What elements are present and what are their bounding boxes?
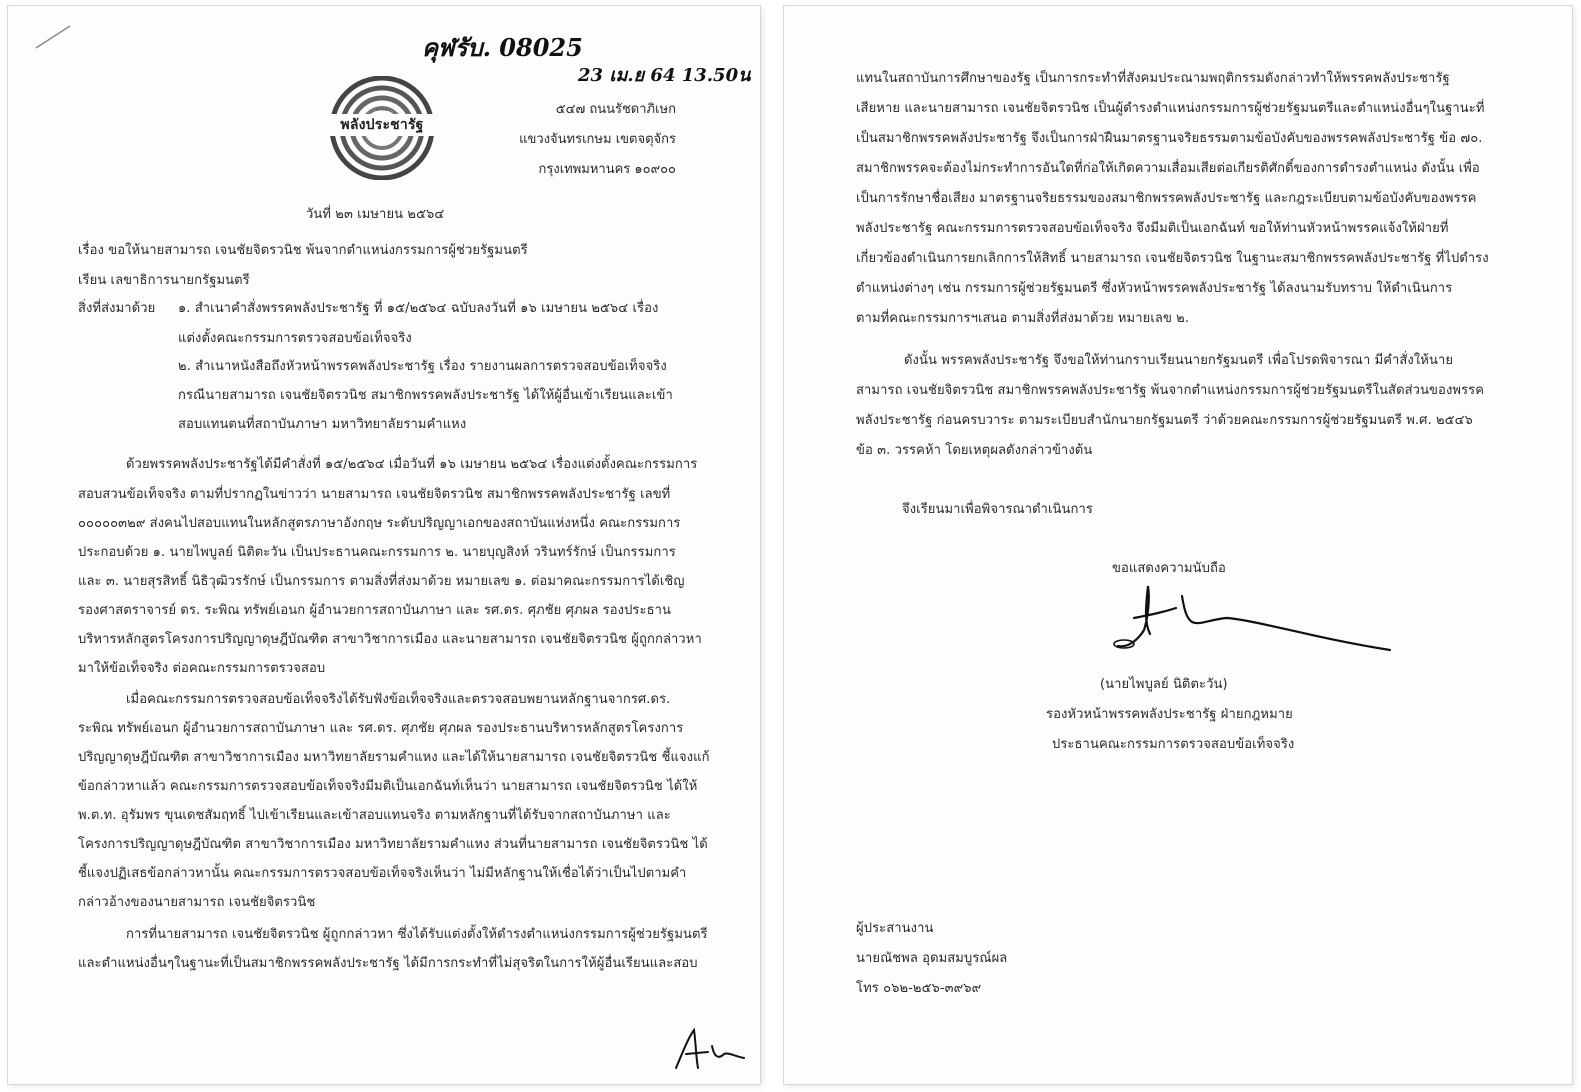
paragraph-line: กล่าวอ้างของนายสามารถ เจนชัยจิตรวนิช (78, 895, 316, 910)
paragraph-line: เป็นสมาชิกพรรคพลังประชารัฐ จึงเป็นการฝ่าฝืนมาตรฐานจริยธรรมตามข้อบังคับของพรรคพลังประชารัฐ ข้อ ๗๐. (856, 131, 1483, 146)
paragraph-line: ด้วยพรรคพลังประชารัฐได้มีคำสั่งที่ ๑๕/๒๕๖๔ เมื่อวันที่ ๑๖ เมษายน ๒๕๖๔ เรื่องแต่งตั้งคณะกรรมการ (126, 457, 698, 472)
paragraph-line: บริหารหลักสูตรโครงการปริญญาดุษฎีบัณฑิต สาขาวิชาการเมือง และนายสามารถ เจนชัยจิตรวนิช ผู้ถูกกล่าวหา (78, 632, 702, 647)
paragraph-line: ระพิณ ทรัพย์เอนก ผู้อำนวยการสถาบันภาษา และ รศ.ดร. ศุภชัย ศุภผล รองประธานบริหารหลักสูตรโครงการ (78, 721, 684, 736)
letter-recipient: เรียน เลขาธิการนายกรัฐมนตรี (78, 273, 250, 288)
paragraph-line: พลังประชารัฐ คณะกรรมการตรวจสอบข้อเท็จจริง จึงมีมติเป็นเอกฉันท์ ขอให้ท่านหัวหน้าพรรคแจ้งให้ฝ่ายที่ (856, 221, 1449, 236)
received-timestamp: 23 เม.ย 64 13.50น (578, 65, 751, 86)
paragraph-line: พ.ต.ท. อุรัมพร ขุนเดชสัมฤทธิ์ ไปเข้าเรียนและเข้าสอบแทนจริง ตามหลักฐานที่ได้รับจากสถาบันภาษา และ (78, 808, 671, 823)
coordinator-label: ผู้ประสานงาน (856, 921, 934, 936)
paragraph-line: สอบสวนข้อเท็จจริง ตามที่ปรากฏในข่าวว่า นายสามารถ เจนชัยจิตรวนิช สมาชิกพรรคพลังประชารัฐ เลขที่ (78, 487, 671, 502)
paragraph-line: ข้อ ๓. วรรคห้า โดยเหตุผลดังกล่าวข้างต้น (856, 443, 1093, 458)
paragraph-line: เสียหาย และนายสามารถ เจนชัยจิตรวนิช เป็นผู้ดำรงตำแหน่งกรรมการผู้ช่วยรัฐมนตรีและตำแหน่งอื่นๆในฐานะที่ (856, 101, 1485, 116)
address-line-1: ๕๔๗ ถนนรัชดาภิเษก (555, 102, 676, 117)
paragraph-line: พลังประชารัฐ ก่อนครบวาระ ตามระเบียบสำนักนายกรัฐมนตรี ว่าด้วยคณะกรรมการผู้ช่วยรัฐมนตรี พ.ศ. ๒๕๔๖ (856, 413, 1473, 428)
enclosure-line: กรณีนายสามารถ เจนชัยจิตรวนิช สมาชิกพรรคพลังประชารัฐ ได้ให้ผู้อื่นเข้าเรียนและเข้า (178, 388, 673, 403)
logo-name: พลังประชารัฐ (330, 114, 434, 136)
enclosure-line: ๑. สำเนาคำสั่งพรรคพลังประชารัฐ ที่ ๑๕/๒๕๖๔ ฉบับลงวันที่ ๑๖ เมษายน ๒๕๖๔ เรื่อง (178, 301, 659, 316)
paragraph-line: และ ๓. นายสุรสิทธิ์ นิธิวุฒิวรรักษ์ เป็นกรรมการ ตามสิ่งที่ส่งมาด้วย หมายเลข ๑. ต่อมาคณะกรรมการได้เชิญ (78, 574, 685, 589)
handwritten-signature-icon (1104, 578, 1394, 658)
party-logo (330, 76, 434, 180)
paragraph-line: โครงการปริญญาดุษฎีบัณฑิต สาขาวิชาการเมือง มหาวิทยาลัยรามคำแหง ส่วนที่นายสามารถ เจนชัยจิตรวนิช ได้ (78, 837, 708, 852)
paragraph-line: ชี้แจงปฏิเสธข้อกล่าวหานั้น คณะกรรมการตรวจสอบข้อเท็จจริงเห็นว่า ไม่มีหลักฐานให้เชื่อได้ว่าเป็นไปตามคำ (78, 866, 687, 881)
logo-small-text: พรรค (375, 107, 388, 113)
enclosure-line: สอบแทนตนที่สถาบันภาษา มหาวิทยาลัยรามคำแหง (178, 417, 467, 432)
signer-name: (นายไพบูลย์ นิติตะวัน) (1100, 677, 1228, 692)
enclosure-label: สิ่งที่ส่งมาด้วย (78, 301, 156, 316)
address-line-3: กรุงเทพมหานคร ๑๐๙๐๐ (538, 162, 676, 177)
paragraph-line: ข้อกล่าวหาแล้ว คณะกรรมการตรวจสอบข้อเท็จจริงมีมติเป็นเอกฉันท์เห็นว่า นายสามารถ เจนชัยจิตรวนิช ได้ให้ (78, 779, 698, 794)
enclosure-line: ๒. สำเนาหนังสือถึงหัวหน้าพรรคพลังประชารัฐ เรื่อง รายงานผลการตรวจสอบข้อเท็จจริง (178, 359, 667, 374)
paragraph-line: ประกอบด้วย ๑. นายไพบูลย์ นิติตะวัน เป็นประธานคณะกรรมการ ๒. นายบุญสิงห์ วรินทร์รักษ์ เป็นกรรมการ (78, 545, 676, 560)
paragraph-line: สามารถ เจนชัยจิตรวนิช สมาชิกพรรคพลังประชารัฐ พ้นจากตำแหน่งกรรมการผู้ช่วยรัฐมนตรีในสัดส่วนของพรรค (856, 383, 1485, 398)
paragraph-line: เมื่อคณะกรรมการตรวจสอบข้อเท็จจริงได้รับฟังข้อเท็จจริงและตรวจสอบพยานหลักฐานจากรศ.ดร. (126, 692, 671, 707)
coordinator-phone: โทร ๐๖๒-๒๕๖-๓๙๖๙ (856, 981, 982, 996)
document-page-2 (784, 6, 1572, 1084)
letter-subject: เรื่อง ขอให้นายสามารถ เจนชัยจิตรวนิช พ้นจากตำแหน่งกรรมการผู้ช่วยรัฐมนตรี (78, 243, 528, 258)
closing-line: จึงเรียนมาเพื่อพิจารณาดำเนินการ (902, 502, 1093, 517)
signer-title-1: รองหัวหน้าพรรคพลังประชารัฐ ฝ่ายกฎหมาย (1046, 707, 1293, 722)
paragraph-line: ตามที่คณะกรรมการฯเสนอ ตามสิ่งที่ส่งมาด้วย หมายเลข ๒. (856, 311, 1190, 326)
signer-title-2: ประธานคณะกรรมการตรวจสอบข้อเท็จจริง (1052, 737, 1295, 752)
paragraph-line: มาให้ข้อเท็จจริง ต่อคณะกรรมการตรวจสอบ (78, 661, 326, 676)
paragraph-line: ๐๐๐๐๐๓๒๙ ส่งคนไปสอบแทนในหลักสูตรภาษาอังกฤษ ระดับปริญญาเอกของสถาบันแห่งหนึ่ง คณะกรรมการ (78, 516, 681, 531)
paragraph-line: แทนในสถาบันการศึกษาของรัฐ เป็นการกระทำที่สังคมประณามพฤติกรรมดังกล่าวทำให้พรรคพลังประชารัฐ (856, 71, 1450, 86)
regards-line: ขอแสดงความนับถือ (1112, 561, 1226, 576)
paragraph-line: การที่นายสามารถ เจนชัยจิตรวนิช ผู้ถูกกล่าวหา ซึ่งได้รับแต่งตั้งให้ดำรงตำแหน่งกรรมการผู้ช่วยรัฐมนตรี (126, 927, 708, 942)
paragraph-line: สมาชิกพรรคจะต้องไม่กระทำการอันใดที่ก่อให้เกิดความเสื่อมเสียต่อเกียรติศักดิ์ของการดำรงตำแหน่ง ดังนั้น เพื่อ (856, 161, 1480, 176)
paragraph-line: และตำแหน่งอื่นๆในฐานะที่เป็นสมาชิกพรรคพลังประชารัฐ ได้มีการกระทำที่ไม่สุจริตในการให้ผู้อื่นเรียนและสอบ (78, 956, 698, 971)
paragraph-line: ตำแหน่งต่างๆ เช่น กรรมการผู้ช่วยรัฐมนตรี ซึ่งหัวหน้าพรรคพลังประชารัฐ ได้ลงนามรับทราบ ให้ดำเนินการ (856, 281, 1453, 296)
paragraph-line: รองศาสตราจารย์ ดร. ระพิณ ทรัพย์เอนก ผู้อำนวยการสถาบันภาษา และ รศ.ดร. ศุภชัย ศุภผล รองประธาน (78, 603, 672, 618)
receipt-number: คุฬรับ. 08025 (422, 33, 583, 62)
letter-date: วันที่ ๒๓ เมษายน ๒๕๖๔ (306, 207, 445, 222)
pen-mark-icon (34, 22, 74, 52)
paragraph-line: ปริญญาดุษฎีบัณฑิต สาขาวิชาการเมือง มหาวิทยาลัยรามคำแหง และได้ให้นายสามารถ เจนชัยจิตรวนิช ชี้แจงแก้ (78, 750, 710, 765)
address-line-2: แขวงจันทรเกษม เขตจตุจักร (519, 132, 676, 147)
paragraph-line: เกี่ยวข้องดำเนินการยกเลิกการให้สิทธิ์ นายสามารถ เจนชัยจิตรวนิช ในฐานะสมาชิกพรรคพลังประชารัฐ ที่ไปดำรง (856, 251, 1489, 266)
initials-signature-icon (668, 1024, 748, 1074)
paragraph-line: เป็นการรักษาชื่อเสียง มาตรฐานจริยธรรมของสมาชิกพรรคพลังประชารัฐ และกฎระเบียบตามข้อบังคับของพรรค (856, 191, 1477, 206)
document-page-1 (8, 6, 760, 1084)
paragraph-line: ดังนั้น พรรคพลังประชารัฐ จึงขอให้ท่านกราบเรียนนายกรัฐมนตรี เพื่อโปรดพิจารณา มีคำสั่งให้นาย (904, 353, 1454, 368)
coordinator-name: นายณัชพล อุดมสมบูรณ์ผล (856, 951, 1008, 966)
enclosure-line: แต่งตั้งคณะกรรมการตรวจสอบข้อเท็จจริง (178, 331, 412, 346)
